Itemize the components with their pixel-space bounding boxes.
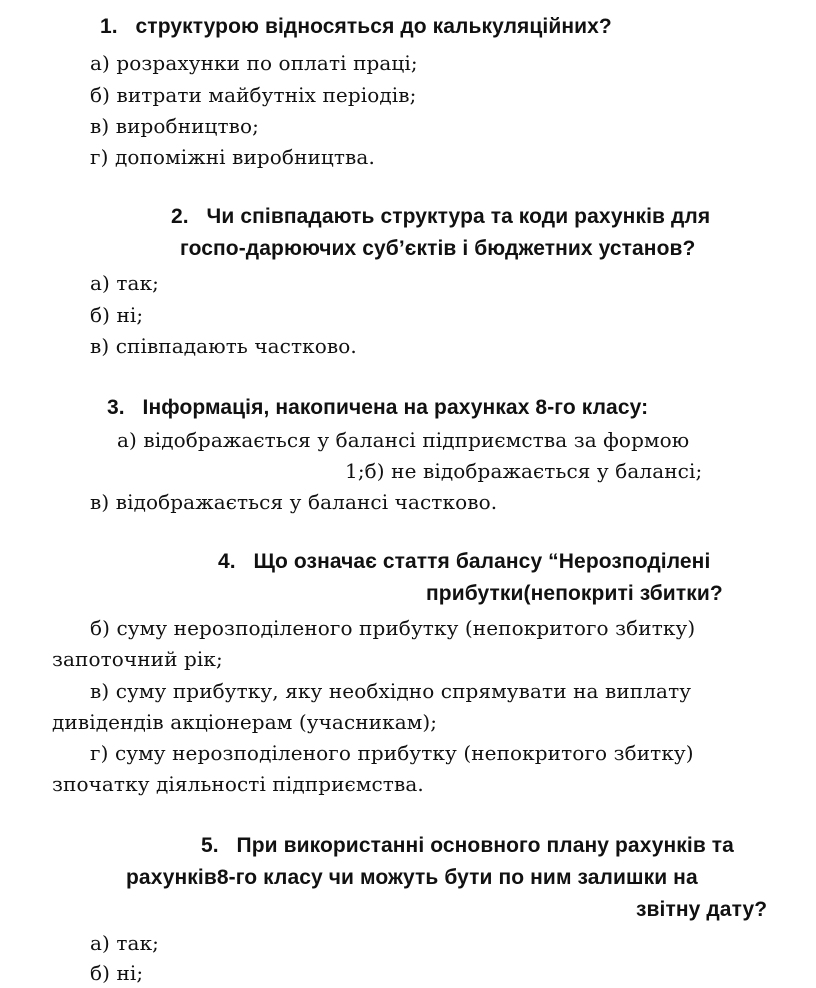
- question-4-answer-c-line-1: в) суму прибутку, яку необхідно спрямувати на виплату: [90, 679, 692, 703]
- question-5-title-line-3: звітну дату?: [636, 898, 768, 921]
- question-5-title-line-2: рахунків8-го класу чи можуть бути по ним залишки на: [126, 866, 698, 889]
- question-1-title: [100, 12, 612, 42]
- question-1-answer-b: б) витрати майбутніх періодів;: [90, 83, 417, 107]
- question-1-answer-c: в) виробництво;: [90, 114, 260, 138]
- question-1-number: 1.: [100, 15, 118, 38]
- question-3-title-line-1: Інформація, накопичена на рахунках 8-го класу:: [142, 396, 649, 419]
- question-2-title-line-2: госпо-дарюючих суб’єктів і бюджетних установ?: [180, 237, 696, 260]
- question-3-answer-c: в) відображається у балансі частково.: [90, 490, 498, 514]
- question-4-answer-d-line-2: зпочатку діяльності підприємства.: [52, 772, 424, 796]
- question-4-title-line-2: прибутки(непокриті збитки?: [426, 582, 723, 605]
- question-2-answer-b: б) ні;: [90, 303, 144, 327]
- question-1-answer-d: г) допоміжні виробництва.: [90, 145, 375, 169]
- question-5-answer-b: б) ні;: [90, 961, 144, 985]
- question-4-title: [218, 547, 710, 577]
- question-2-title: [171, 202, 710, 232]
- question-3-title: [107, 393, 648, 423]
- question-1-answer-a: а) розрахунки по оплаті праці;: [90, 51, 418, 75]
- question-5-number: 5.: [201, 834, 219, 857]
- question-5-title-line-1: При використанні основного плану рахунків та: [236, 834, 734, 857]
- question-3-answer-a: а) відображається у балансі підприємства за формою: [117, 428, 690, 452]
- question-2-answer-a: а) так;: [90, 271, 160, 295]
- question-4-answer-b-line-2: запоточний рік;: [52, 647, 223, 671]
- question-4-title-line-1: Що означає стаття балансу “Нерозподілені: [253, 550, 711, 573]
- question-4-answer-d-line-1: г) суму нерозподіленого прибутку (непокритого збитку): [90, 741, 694, 765]
- question-2-title-line-1: Чи співпадають структура та коди рахунків для: [206, 205, 711, 228]
- question-1-title-line-1: структурою відносяться до калькуляційних?: [135, 15, 612, 38]
- question-2-number: 2.: [171, 205, 189, 228]
- question-4-answer-c-line-2: дивідендів акціонерам (учасникам);: [52, 710, 438, 734]
- question-4-number: 4.: [218, 550, 236, 573]
- question-3-number: 3.: [107, 396, 125, 419]
- question-4-answer-b-line-1: б) суму нерозподіленого прибутку (непокритого збитку): [90, 616, 696, 640]
- question-2-answer-c: в) співпадають частково.: [90, 334, 357, 358]
- question-5-answer-a: а) так;: [90, 931, 160, 955]
- question-5-title: [201, 831, 734, 861]
- question-3-answer-b: 1;б) не відображається у балансі;: [345, 459, 703, 483]
